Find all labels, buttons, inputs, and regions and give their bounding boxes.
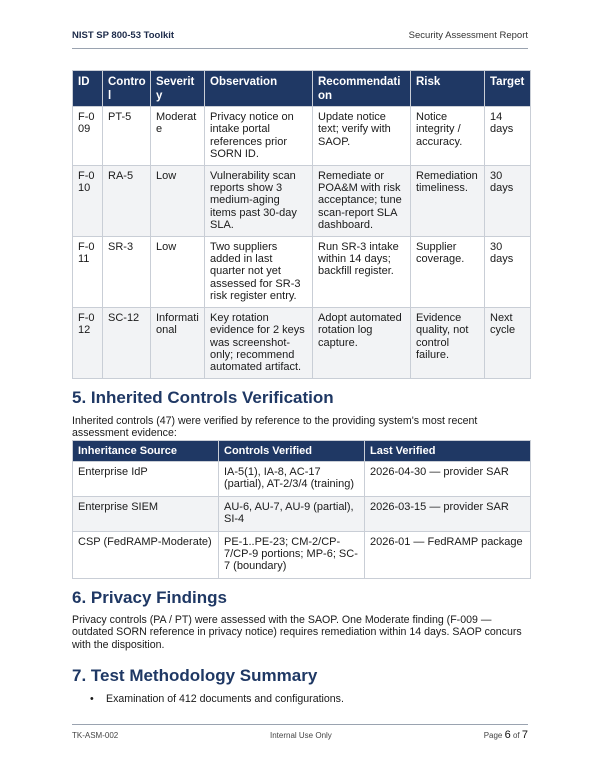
page-of-label: of xyxy=(512,731,520,740)
finding-observation: Two suppliers added in last quarter not yet assessed for SR-3 risk register entry. xyxy=(205,236,313,307)
table-row xyxy=(73,307,531,378)
section-6-heading: 6. Privacy Findings xyxy=(72,588,227,607)
table-row xyxy=(73,462,531,497)
col-header-source: Inheritance Source xyxy=(73,441,219,462)
footer-divider xyxy=(72,724,528,725)
bullet-icon: • xyxy=(90,693,94,705)
finding-control: SC-12 xyxy=(103,307,151,378)
finding-target: 14 days xyxy=(485,107,531,166)
finding-observation: Privacy notice on intake portal references prior SORN ID. xyxy=(205,107,313,166)
list-item xyxy=(90,693,344,705)
header-divider xyxy=(72,48,528,49)
finding-recommendation: Run SR-3 intake within 14 days; backfill register. xyxy=(313,236,411,307)
finding-control: RA-5 xyxy=(103,165,151,236)
finding-severity: Moderate xyxy=(151,107,205,166)
inheritance-source: Enterprise SIEM xyxy=(73,496,219,531)
finding-severity: Low xyxy=(151,165,205,236)
controls-verified: PE-1..PE-23; CM-2/CP-7/CP-9 portions; MP-6; SC-7 (boundary) xyxy=(219,531,365,578)
finding-id: F-010 xyxy=(73,165,103,236)
col-header-controls-verified: Controls Verified xyxy=(219,441,365,462)
col-header-target: Target xyxy=(485,71,531,107)
header-title: NIST SP 800-53 Toolkit xyxy=(72,30,175,41)
inheritance-source: Enterprise IdP xyxy=(73,462,219,497)
footer-classification: Internal Use Only xyxy=(270,731,332,740)
finding-target: 30 days xyxy=(485,165,531,236)
page-total: 7 xyxy=(521,729,528,741)
finding-risk: Notice integrity / accuracy. xyxy=(411,107,485,166)
finding-severity: Informational xyxy=(151,307,205,378)
table-row xyxy=(73,531,531,578)
table-row xyxy=(73,165,531,236)
section-5-intro: Inherited controls (47) were verified by reference to the providing system's most recent assessment evidence: xyxy=(72,415,478,440)
finding-id: F-011 xyxy=(73,236,103,307)
col-header-risk: Risk xyxy=(411,71,485,107)
finding-id: F-012 xyxy=(73,307,103,378)
findings-header-row xyxy=(73,71,531,107)
page-label: Page xyxy=(483,731,503,740)
page-header xyxy=(72,30,528,46)
finding-severity: Low xyxy=(151,236,205,307)
table-row xyxy=(73,236,531,307)
table-row xyxy=(73,496,531,531)
finding-control: SR-3 xyxy=(103,236,151,307)
inherited-controls-table xyxy=(72,440,531,579)
finding-id: F-009 xyxy=(73,107,103,166)
footer-page-number xyxy=(484,729,528,741)
col-header-control: Control xyxy=(103,71,151,107)
controls-verified: IA-5(1), IA-8, AC-17 (partial), AT-2/3/4 (training) xyxy=(219,462,365,497)
col-header-recommendation: Recommendation xyxy=(313,71,411,107)
header-report-name: Security Assessment Report xyxy=(408,30,528,41)
list-item-text: Examination of 412 documents and configurations. xyxy=(106,693,344,705)
finding-risk: Evidence quality, not control failure. xyxy=(411,307,485,378)
finding-risk: Remediation timeliness. xyxy=(411,165,485,236)
section-6-body: Privacy controls (PA / PT) were assessed with the SAOP. One Moderate finding (F-009 — outdated SORN reference in privacy notice) requires remediation within 14 days. SAOP concurs with the disposition. xyxy=(72,614,522,651)
col-header-severity: Severity xyxy=(151,71,205,107)
controls-verified: AU-6, AU-7, AU-9 (partial), SI-4 xyxy=(219,496,365,531)
footer-doc-id: TK-ASM-002 xyxy=(72,731,119,740)
table-row xyxy=(73,107,531,166)
last-verified: 2026-04-30 — provider SAR xyxy=(365,462,531,497)
section-7-heading: 7. Test Methodology Summary xyxy=(72,666,318,685)
finding-recommendation: Remediate or POA&M with risk acceptance; tune scan-report SLA dashboard. xyxy=(313,165,411,236)
findings-table xyxy=(72,70,531,379)
col-header-last-verified: Last Verified xyxy=(365,441,531,462)
finding-recommendation: Update notice text; verify with SAOP. xyxy=(313,107,411,166)
finding-observation: Key rotation evidence for 2 keys was screenshot-only; recommend automated artifact. xyxy=(205,307,313,378)
finding-target: Next cycle xyxy=(485,307,531,378)
last-verified: 2026-01 — FedRAMP package xyxy=(365,531,531,578)
finding-control: PT-5 xyxy=(103,107,151,166)
last-verified: 2026-03-15 — provider SAR xyxy=(365,496,531,531)
section-5-heading: 5. Inherited Controls Verification xyxy=(72,388,334,407)
inheritance-source: CSP (FedRAMP-Moderate) xyxy=(73,531,219,578)
page-current: 6 xyxy=(504,729,511,741)
col-header-id: ID xyxy=(73,71,103,107)
finding-risk: Supplier coverage. xyxy=(411,236,485,307)
col-header-observation: Observation xyxy=(205,71,313,107)
finding-recommendation: Adopt automated rotation log capture. xyxy=(313,307,411,378)
inherited-header-row xyxy=(73,441,531,462)
finding-observation: Vulnerability scan reports show 3 medium-aging items past 30-day SLA. xyxy=(205,165,313,236)
finding-target: 30 days xyxy=(485,236,531,307)
